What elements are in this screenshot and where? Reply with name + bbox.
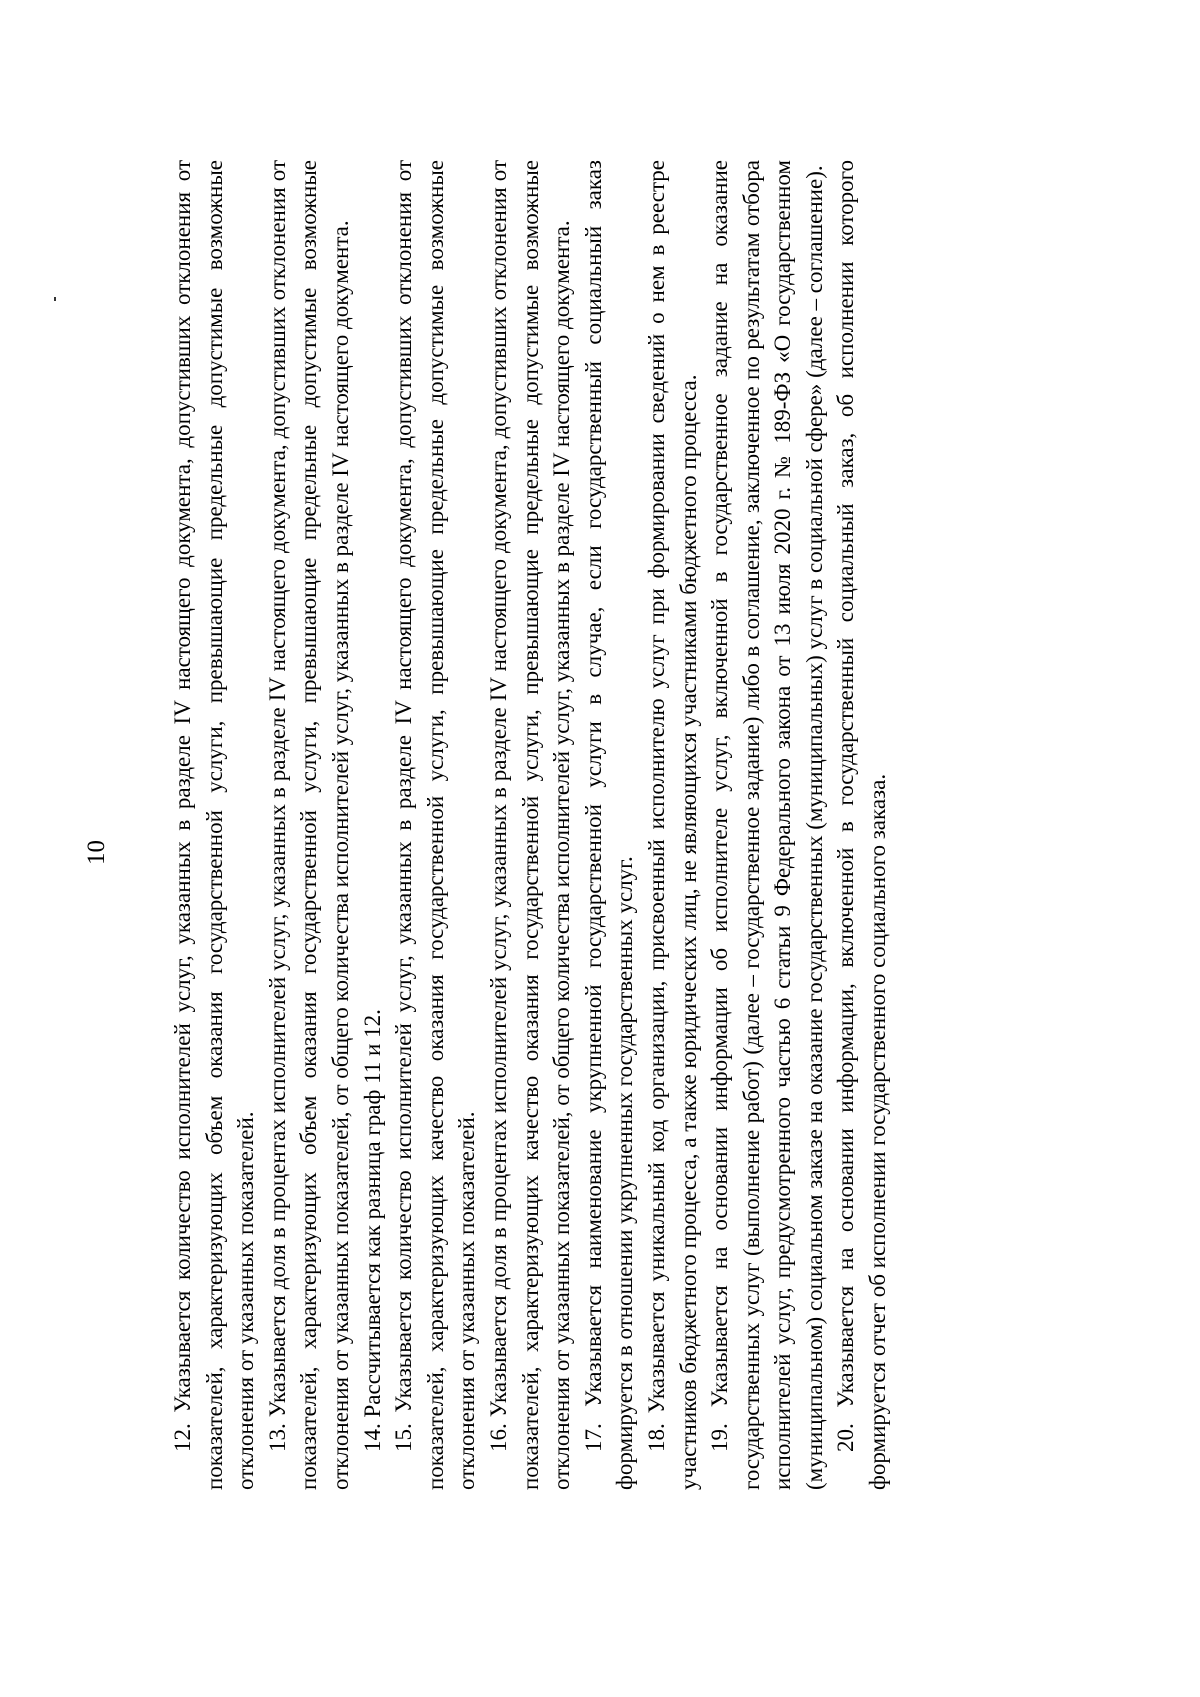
paragraph-12: 12. Указывается количество исполнителей услуг, указанных в разделе IV настоящего документа, допустивших отклонения от показателей, характеризующих объем оказания государственной услуги, превышающие предельные допустимые возможные отклонения от указанных показателей. [170,160,259,1490]
paragraph-13: 13. Указывается доля в процентах исполнителей услуг, указанных в разделе IV настоящего документа, допустивших отклонения от показателей, характеризующих объем оказания государственной услуги, превышающие предельные допустимые возможные отклонения от указанных показателей, от общего количества исполнителей услуг, указанных в разделе IV настоящего документа. [264,160,353,1490]
rotated-page-content [83,155,1055,1550]
paragraph-15: 15. Указывается количество исполнителей услуг, указанных в разделе IV настоящего документа, допустивших отклонения от показателей, характеризующих качество оказания государственной услуги, превышающие предельные допустимые возможные отклонения от указанных показателей. [391,160,480,1490]
document-body [167,160,894,1490]
paragraph-16: 16. Указывается доля в процентах исполнителей услуг, указанных в разделе IV настоящего документа, допустивших отклонения от показателей, характеризующих качество оказания государственной услуги, превышающие предельные допустимые возможные отклонения от указанных показателей, от общего количества исполнителей услуг, указанных в разделе IV настоящего документа. [485,160,575,1490]
paragraph-19: 19. Указывается на основании информации об исполнителе услуг, включенной в государственное задание на оказание государственных услуг (выполнение работ) (далее – государственное задание) либо в соглашение, заключенное по результатам отбора исполнителей услуг, предусмотренного частью 6 статьи 9 Федерального закона от 13 июля 2020 г. № 189-ФЗ «О государственном (муниципальном) социальном заказе на оказание государственных (муниципальных) услуг в социальной сфере» (далее – соглашение). [707,160,827,1490]
paragraph-18: 18. Указывается уникальный код организации, присвоенный исполнителю услуг при формировании сведений о нем в реестре участников бюджетного процесса, а также юридических лиц, не являющихся участниками бюджетного процесса. [643,160,701,1490]
scan-speck [54,297,56,301]
paragraph-14: 14. Рассчитывается как разница граф 11 и 12. [359,1009,385,1452]
page-number: 10 [83,840,110,865]
paragraph-20: 20. Указывается на основании информации, включенной в государственный социальный заказ, об исполнении которого формируется отчет об исполнении государственного социального заказа. [833,160,891,1490]
paragraph-17: 17. Указывается наименование укрупненной государственной услуги в случае, если государственный социальный заказ формируется в отношении укрупненных государственных услуг. [580,160,638,1490]
